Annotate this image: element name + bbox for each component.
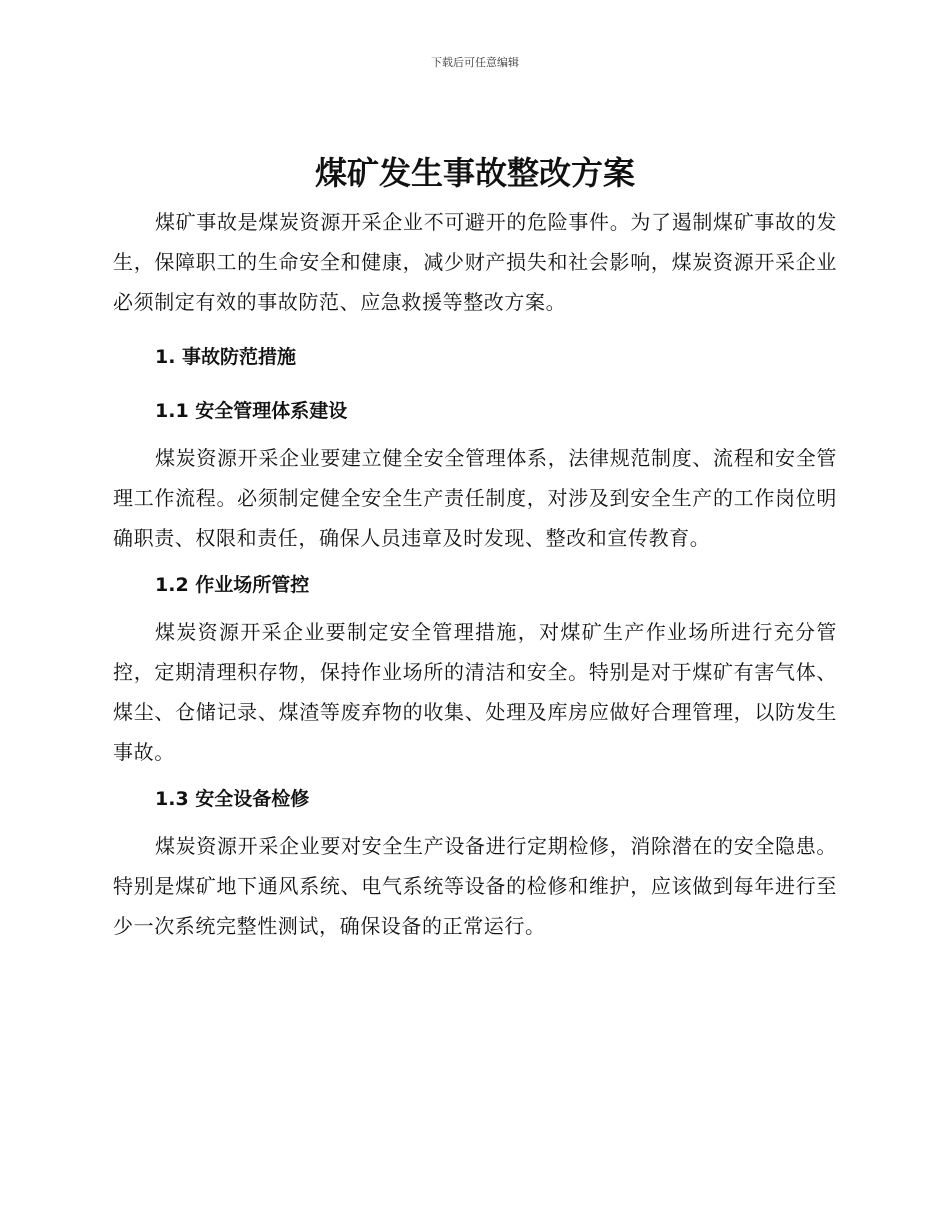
section-body-1-1: 煤炭资源开采企业要建立健全安全管理体系，法律规范制度、流程和安全管理工作流程。必须制定健全安全生产责任制度，对涉及到安全生产的工作岗位明确职责、权限和责任，确保人员违章及时发现、整改和宣传教育。 [113, 446, 837, 550]
document-body [113, 148, 837, 946]
section-body-1-3: 煤炭资源开采企业要对安全生产设备进行定期检修，消除潜在的安全隐患。特别是煤矿地下通风系统、电气系统等设备的检修和维护，应该做到每年进行至少一次系统完整性测试，确保设备的正常运行。 [113, 834, 837, 938]
section-body-1-2: 煤炭资源开采企业要制定安全管理措施，对煤矿生产作业场所进行充分管控，定期清理积存物，保持作业场所的清洁和安全。特别是对于煤矿有害气体、煤尘、仓储记录、煤渣等废弃物的收集、处理及库房应做好合理管理，以防发生事故。 [113, 620, 837, 764]
section-heading-1-3: 1.3 安全设备检修 [155, 788, 310, 810]
page-title: 煤矿发生事故整改方案 [314, 154, 635, 192]
header-note: 下载后可任意编辑 [431, 56, 519, 69]
section-heading-1: 1. 事故防范措施 [155, 346, 297, 368]
section-heading-1-2: 1.2 作业场所管控 [155, 574, 310, 596]
intro-paragraph: 煤矿事故是煤炭资源开采企业不可避开的危险事件。为了遏制煤矿事故的发生，保障职工的生命安全和健康，减少财产损失和社会影响，煤炭资源开采企业必须制定有效的事故防范、应急救援等整改方案。 [113, 210, 837, 314]
section-heading-1-1: 1.1 安全管理体系建设 [155, 400, 348, 422]
